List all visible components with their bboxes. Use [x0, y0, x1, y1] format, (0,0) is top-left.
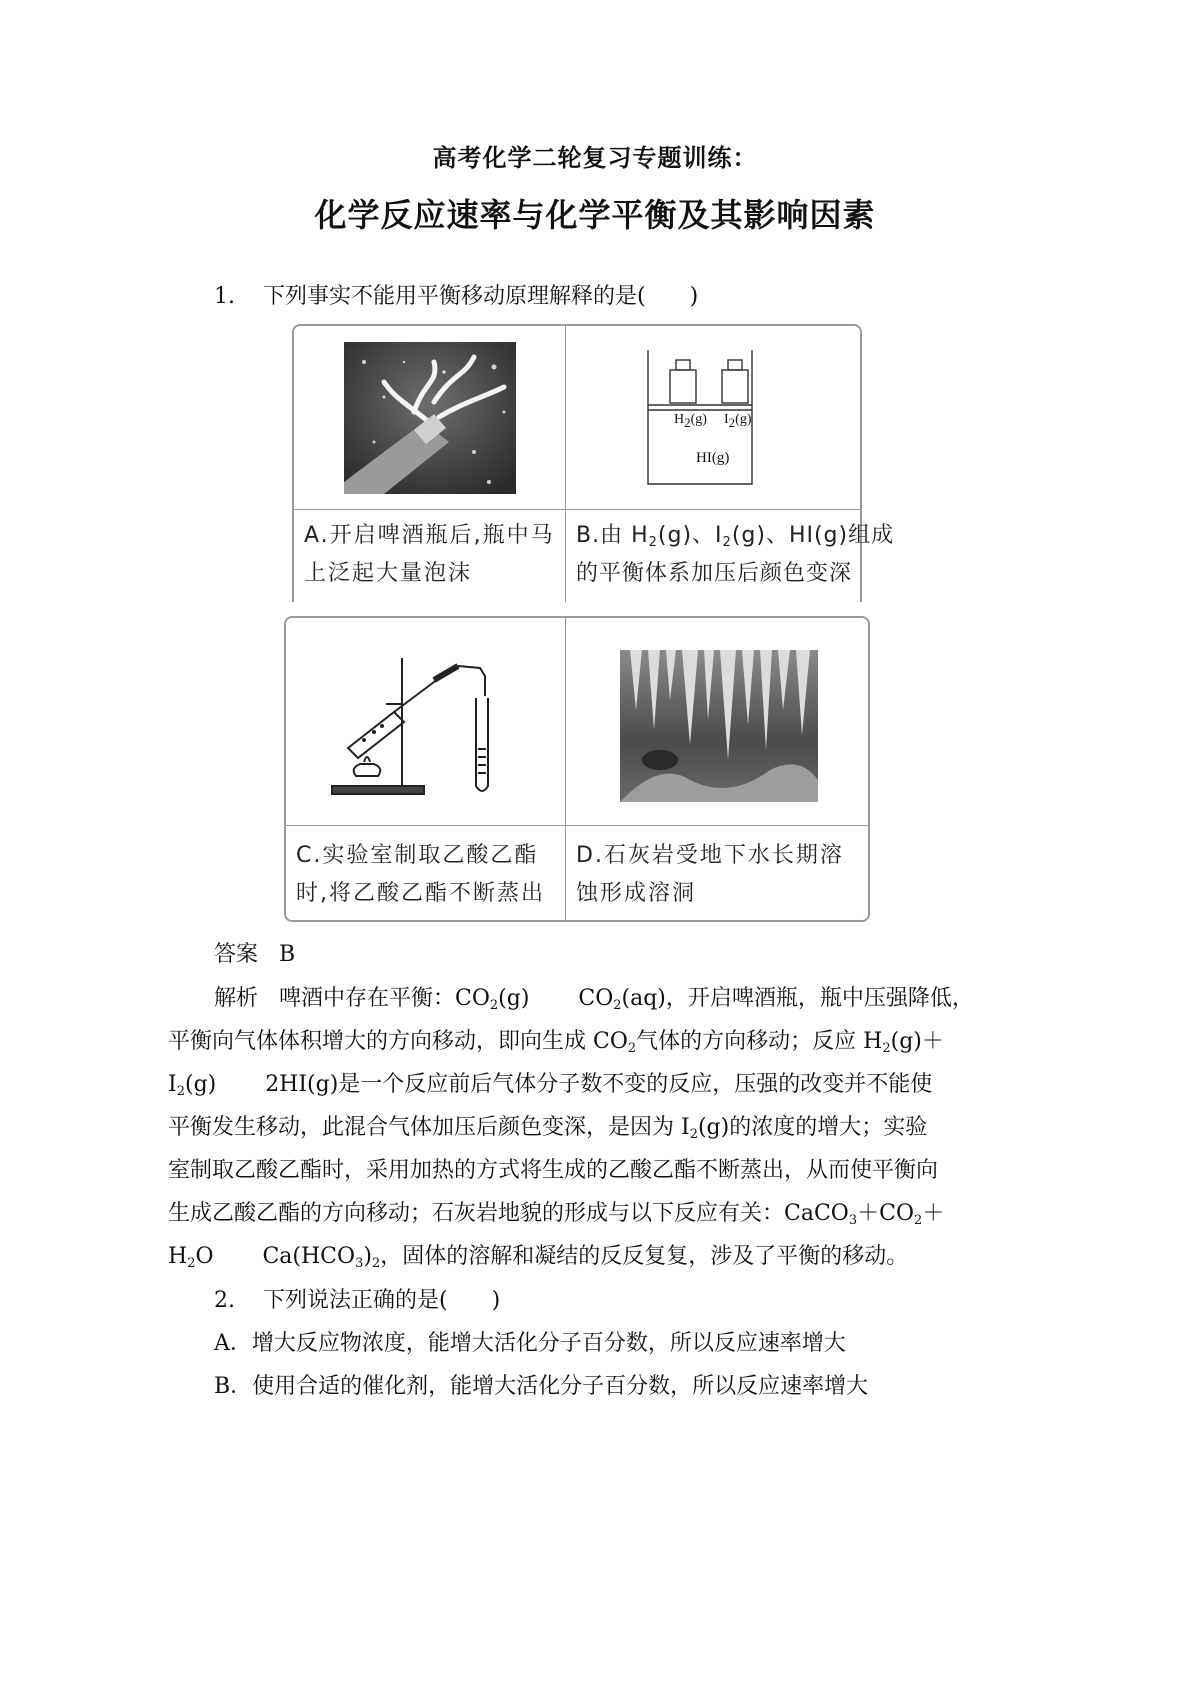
- option-a-line2: 上泛起大量泡沫: [304, 561, 473, 586]
- answer-value: B: [279, 942, 296, 967]
- analysis-line-1: 解析 啤酒中存在平衡：$CO_2(g)$ $CO_2(aq)$，开启啤酒瓶，瓶中压强降低，: [214, 986, 974, 1013]
- document-subtitle: 高考化学二轮复习专题训练：: [432, 143, 758, 172]
- option-b-line2: 的平衡体系加压后颜色变深: [576, 561, 853, 586]
- analysis-line-4: 平衡发生移动，此混合气体加压后颜色变深，是因为 $I_2(g)$的浓度的增大；实验: [168, 1115, 928, 1142]
- question-2-option-a: A．增大反应物浓度，能增大活化分子百分数，所以反应速率增大: [214, 1331, 846, 1356]
- hi-label: HI(g): [696, 450, 730, 466]
- i2-label: $I_2(g)$: [724, 412, 752, 430]
- analysis-line-3: $I_2(g)$ 2HI(g)是一个反应前后气体分子数不变的反应，压强的改变并不能使: [168, 1072, 933, 1099]
- document-title: 化学反应速率与化学平衡及其影响因素: [314, 196, 876, 234]
- question-stem: 下列事实不能用平衡移动原理解释的是( ): [262, 284, 699, 309]
- options-box-top: [292, 324, 895, 602]
- options-box-bottom: [284, 616, 870, 922]
- answer-label: 答案: [214, 942, 259, 967]
- option-d-line2: 蚀形成溶洞: [576, 881, 697, 906]
- h2-label: $H_2(g)$: [674, 412, 707, 430]
- question-stem: 下列说法正确的是( ): [262, 1288, 501, 1313]
- question-number: 2.: [214, 1288, 235, 1313]
- question-1: [214, 282, 698, 312]
- analysis-line-6: 生成乙酸乙酯的方向移动；石灰岩地貌的形成与以下反应有关：$CaCO_3+CO_2+$: [168, 1201, 945, 1228]
- analysis-line-7: $H_2O$ $Ca(HCO_3)_2$，固体的溶解和凝结的反反复复，涉及了平衡的移动。: [168, 1244, 909, 1271]
- question-number: 1.: [214, 284, 235, 309]
- distillation-apparatus: [330, 656, 530, 806]
- option-c-line2: 时,将乙酸乙酯不断蒸出: [296, 881, 545, 906]
- limestone-cave-photo: [620, 650, 818, 802]
- analysis-line-5: 室制取乙酸乙酯时，采用加热的方式将生成的乙酸乙酯不断蒸出，从而使平衡向: [168, 1158, 939, 1183]
- champagne-photo: [344, 342, 516, 494]
- question-2-option-b: B．使用合适的催化剂，能增大活化分子百分数，所以反应速率增大: [214, 1374, 869, 1399]
- question-2: [214, 1286, 500, 1316]
- analysis-line-2: 平衡向气体体积增大的方向移动，即向生成 $CO_2$气体的方向移动；反应 $H_2(g)+$: [168, 1029, 944, 1056]
- answer: [214, 940, 295, 970]
- option-a-line1: A.开启啤酒瓶后,瓶中马: [304, 523, 555, 548]
- option-b-line1: B.由 $H_2(g)$、$I_2(g)$、HI(g)组成: [576, 523, 895, 550]
- option-c-line1: C.实验室制取乙酸乙酯: [296, 843, 539, 868]
- option-d-line1: D.石灰岩受地下水长期溶: [576, 843, 844, 868]
- analysis-label: 解析: [214, 986, 259, 1011]
